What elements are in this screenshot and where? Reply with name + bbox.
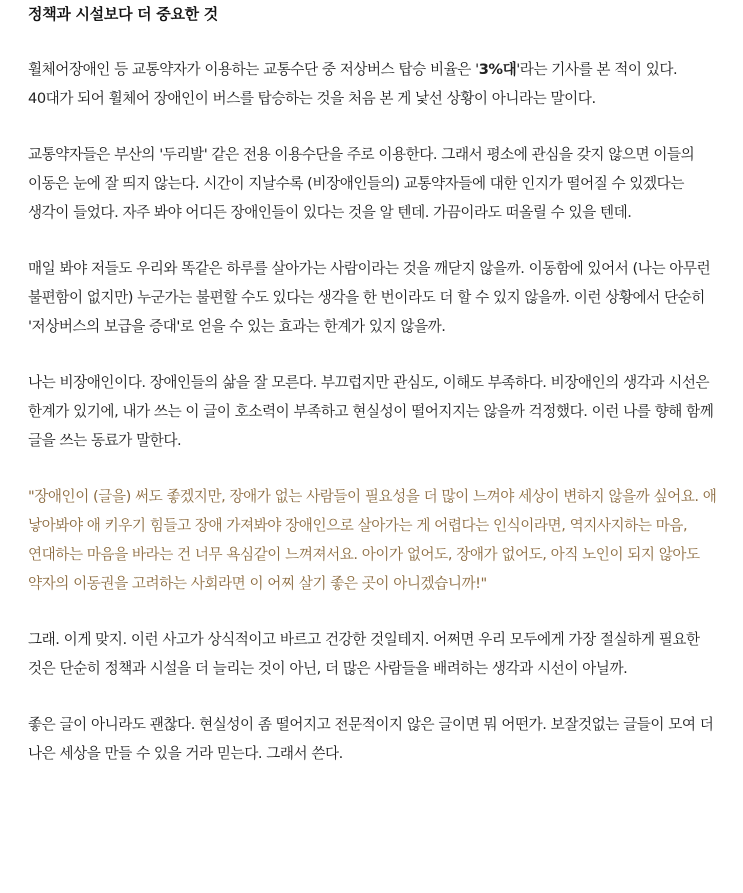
paragraph-2: 교통약자들은 부산의 '두리발' 같은 전용 이용수단을 주로 이용한다. 그래서 평소에 관심을 갖지 않으면 이들의 이동은 눈에 잘 띄지 않는다. 시간이 지날수록 (비장애인들의) 교통약자들에 대한 인지가 떨어질 수 있겠다는 생각이 들었다. 자주 봐야 어디든 장애인들이 있다는 것을 알 텐데. 가끔이라도 떠올릴 수 있을 텐데.	[28, 146, 695, 221]
section-heading: 정책과 시설보다 더 중요한 것	[28, 5, 218, 23]
paragraph-6: 그래. 이게 맞지. 이런 사고가 상식적이고 바르고 건강한 것일테지. 어쩌면 우리 모두에게 가장 절실하게 필요한 것은 단순히 정책과 시설을 더 늘리는 것이 아닌, 더 많은 사람들을 배려하는 생각과 시선이 아닐까.	[28, 631, 700, 677]
paragraph-1	[28, 55, 717, 113]
paragraph-7: 좋은 글이 아니라도 괜찮다. 현실성이 좀 떨어지고 전문적이지 않은 글이면 뭐 어떤가. 보잘것없는 글들이 모여 더 나은 세상을 만들 수 있을 거라 믿는다. 그래서 쓴다.	[28, 716, 714, 762]
paragraph-1-text-post: '라는 기사를 본 적이 있다. 40대가 되어 휠체어 장애인이 버스를 탑승하는 것을 처음 본 게 낯선 상황이 아니라는 말이다.	[28, 61, 678, 107]
paragraph-3: 매일 봐야 저들도 우리와 똑같은 하루를 살아가는 사람이라는 것을 깨닫지 않을까. 이동함에 있어서 (나는 아무런 불편함이 없지만) 누군가는 불편할 수도 있다는 생각을 한 번이라도 더 할 수 있지 않을까. 이런 상황에서 단순히 '저상버스의 보급을 증대'로 얻을 수 있는 효과는 한계가 있지 않을까.	[28, 260, 711, 335]
paragraph-4: 나는 비장애인이다. 장애인들의 삶을 잘 모른다. 부끄럽지만 관심도, 이해도 부족하다. 비장애인의 생각과 시선은 한계가 있기에, 내가 쓰는 이 글이 호소력이 부족하고 현실성이 떨어지지는 않을까 걱정했다. 이런 나를 향해 함께 글을 쓰는 동료가 말한다.	[28, 374, 714, 449]
colleague-quote: "장애인이 (글을) 써도 좋겠지만, 장애가 없는 사람들이 필요성을 더 많이 느껴야 세상이 변하지 않을까 싶어요. 애 낳아봐야 애 키우기 힘들고 장애 가져봐야 장애인으로 살아가는 게 어렵다는 인식이라면, 역지사지하는 마음, 연대하는 마음을 바라는 건 너무 욕심같이 느껴져서요. 아이가 없어도, 장애가 없어도, 아직 노인이 되지 않아도 약자의 이동권을 고려하는 사회라면 이 어찌 살기 좋은 곳이 아니겠습니까!"	[28, 488, 717, 592]
paragraph-1-text-pre: 휠체어장애인 등 교통약자가 이용하는 교통수단 중 저상버스 탑승 비율은 '	[28, 61, 479, 78]
statistic-highlight: 3%대	[478, 61, 517, 78]
